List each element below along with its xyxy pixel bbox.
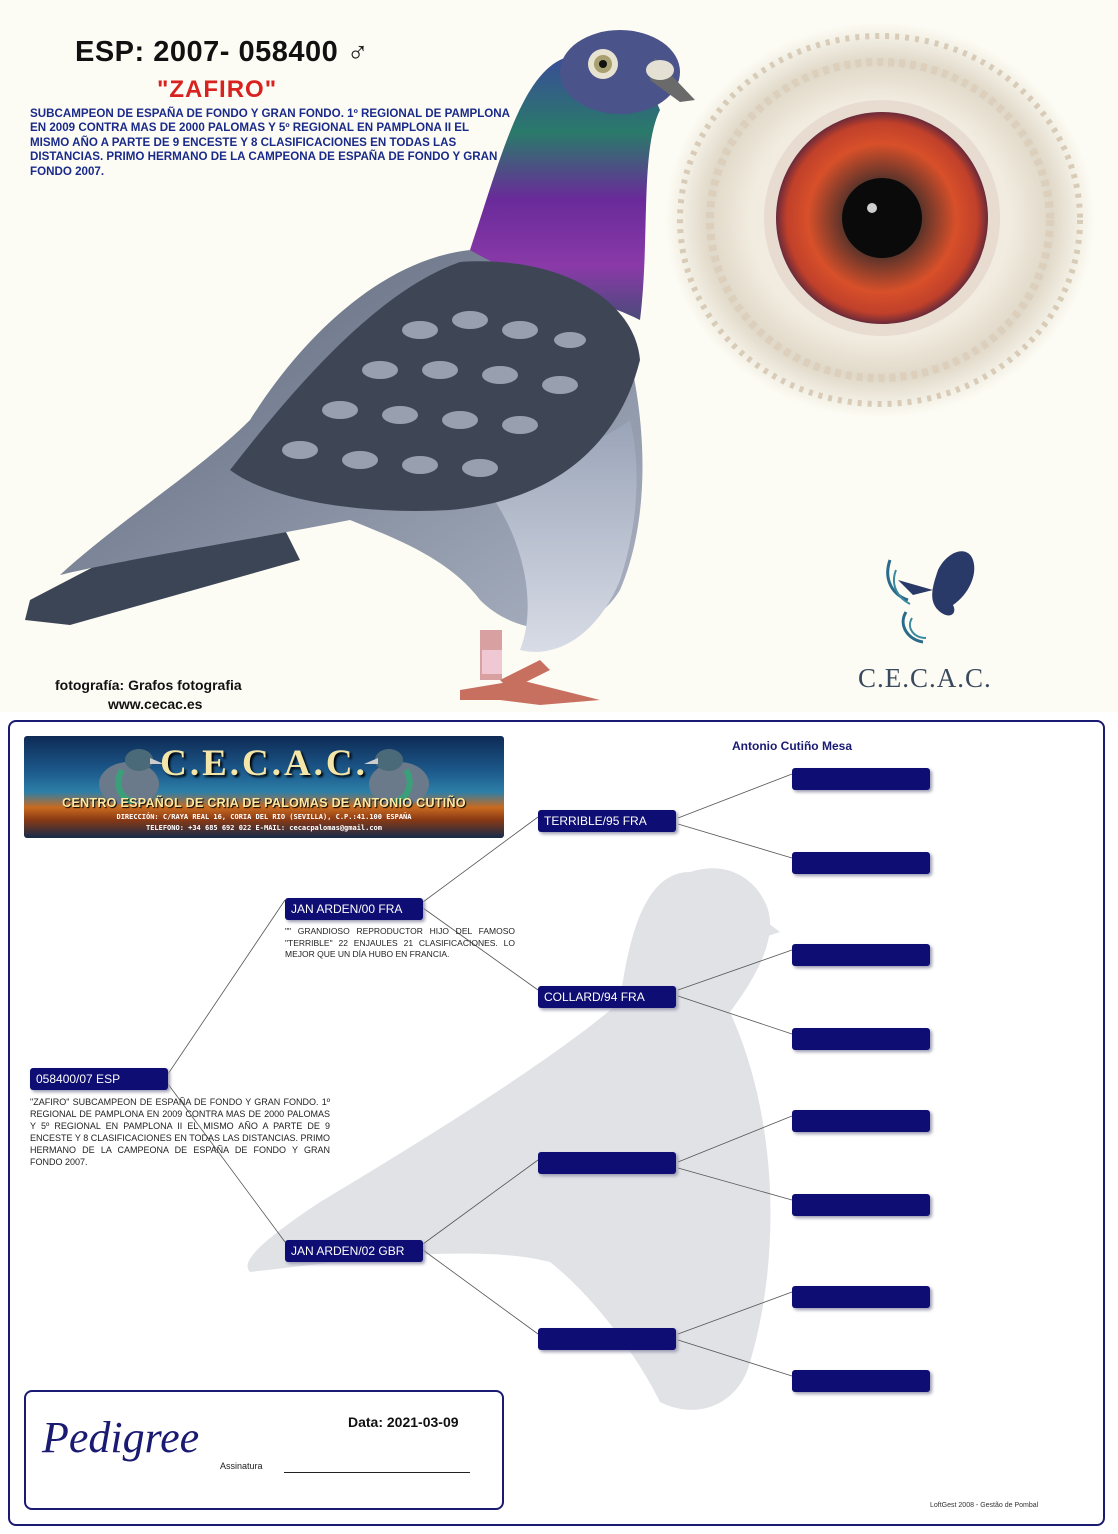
grandparent-box[interactable] [538, 1152, 676, 1174]
pigeon-photo-section [0, 0, 1118, 712]
software-credit: LoftGest 2008 - Gestão de Pombal [930, 1502, 1039, 1509]
photo-credit: fotografía: Grafos fotografia [55, 677, 242, 693]
website-link[interactable]: www.cecac.es [108, 696, 203, 712]
connector-line [678, 1292, 792, 1334]
banner-title: C.E.C.A.C. [160, 743, 368, 784]
brand-wordmark: C.E.C.A.C. [858, 663, 992, 693]
sire-note: "" GRANDIOSO REPRODUCTOR HIJO DEL FAMOSO "TERRIBLE" 22 ENJAULES 21 CLASIFICACIONES. LO MEJOR QUE UN DÍA HUBO EN FRANCIA. [285, 926, 515, 959]
great-grandparent-box[interactable] [792, 1286, 930, 1308]
grandparent-box[interactable]: COLLARD/94 FRA [538, 986, 676, 1008]
ring-number-title: ESP: 2007- 058400 ♂ [75, 36, 370, 68]
pedigree-footer [24, 1390, 504, 1510]
grandparent-box[interactable]: TERRIBLE/95 FRA [538, 810, 676, 832]
connector-line [678, 774, 792, 818]
great-grandparent-box[interactable] [792, 944, 930, 966]
great-grandparent-box[interactable] [792, 768, 930, 790]
subject-box[interactable]: 058400/07 ESP [30, 1068, 168, 1090]
grandparent-box[interactable] [538, 1328, 676, 1350]
banner-address: DIRECCIÓN: C/RAYA REAL 16, CORIA DEL RIO (SEVILLA), C.P.:41.100 ESPAÑA [116, 813, 412, 821]
pedigree-chart [8, 720, 1105, 1526]
great-grandparent-box[interactable] [792, 1028, 930, 1050]
great-grandparent-box[interactable] [792, 852, 930, 874]
connector-line [168, 900, 285, 1074]
connector-line [678, 950, 792, 990]
pigeon-description: SUBCAMPEON DE ESPAÑA DE FONDO Y GRAN FONDO. 1º REGIONAL DE PAMPLONA EN 2009 CONTRA MAS DE 2000 PALOMAS Y 5º REGIONAL EN PAMPLONA II EL MISMO AÑO A PARTE DE 9 ENCESTE Y 8 CLASIFICACIONES EN TODAS LAS DISTANCIAS. PRIMO HERMANO DE LA CAMPEONA DE ESPAÑA DE FONDO Y GRAN FONDO 2007. [30, 107, 510, 178]
great-grandparent-box[interactable] [792, 1370, 930, 1392]
eye-photo [660, 20, 1100, 420]
great-grandparent-box[interactable] [792, 1194, 930, 1216]
dam-box[interactable]: JAN ARDEN/02 GBR [285, 1240, 423, 1262]
signature-label: Assinatura [220, 1461, 263, 1471]
connector-line [678, 996, 792, 1034]
pigeon-name: "ZAFIRO" [157, 76, 278, 103]
pedigree-script-title: Pedigree [42, 1413, 200, 1462]
dove-logo-icon [878, 540, 988, 650]
connector-line [678, 1340, 792, 1376]
banner-contact: TELEFONO: +34 685 692 022 E-MAIL: cecacpalomas@gmail.com [145, 824, 382, 832]
signature-line[interactable] [284, 1472, 470, 1473]
connector-line [423, 1250, 538, 1334]
pedigree-date: Data: 2021-03-09 [348, 1414, 459, 1430]
connector-line [678, 1116, 792, 1162]
connector-line [423, 1160, 538, 1244]
connector-line [678, 824, 792, 858]
banner-subtitle: CENTRO ESPAÑOL DE CRIA DE PALOMAS DE ANTONIO CUTIÑO [62, 796, 466, 810]
sire-box[interactable]: JAN ARDEN/00 FRA [285, 898, 423, 920]
great-grandparent-box[interactable] [792, 1110, 930, 1132]
connector-line [678, 1168, 792, 1200]
breeder-name: Antonio Cutiño Mesa [732, 739, 852, 753]
subject-note: "ZAFIRO" SUBCAMPEON DE ESPAÑA DE FONDO Y GRAN FONDO. 1º REGIONAL DE PAMPLONA EN 2009 CONTRA MAS DE 2000 PALOMAS Y 5º REGIONAL EN PAMPLONA II EL MISMO AÑO A PARTE DE 9 ENCESTE Y 8 CLASIFICACIONES EN TODAS LAS DISTANCIAS. PRIMO HERMANO DE LA CAMPEONA DE ESPAÑA DE FONDO Y GRAN FONDO 2007. [30, 1097, 330, 1167]
cecac-banner [24, 736, 504, 838]
